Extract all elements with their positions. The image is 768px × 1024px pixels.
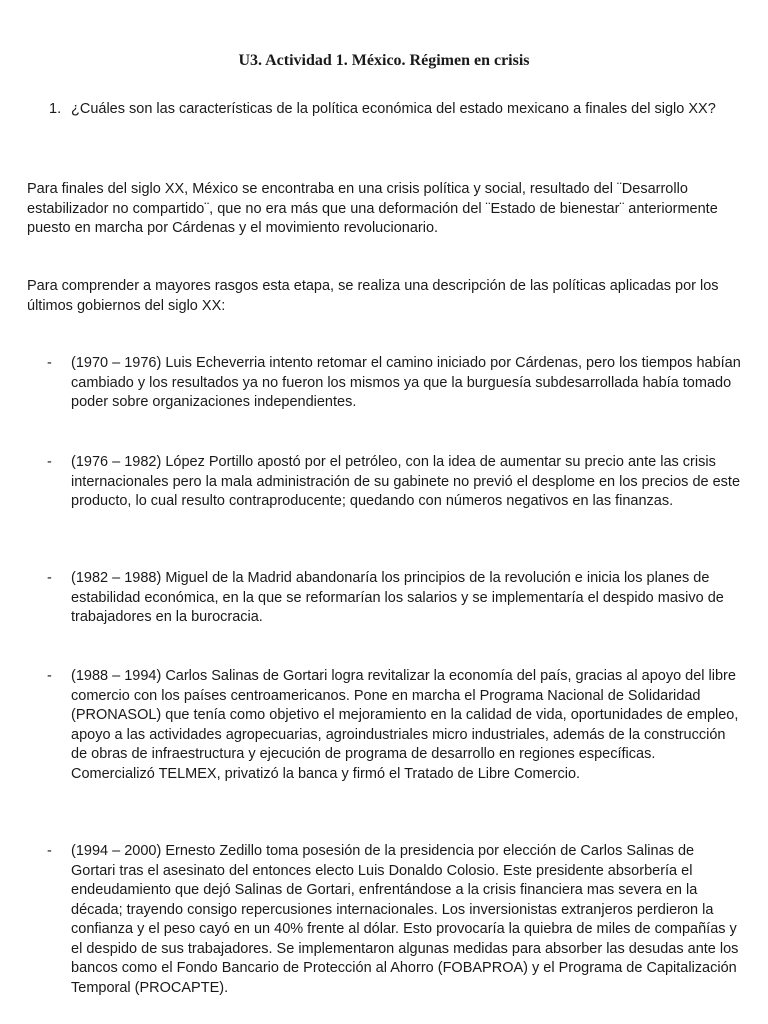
bullet-dash: - bbox=[47, 454, 52, 470]
question-text: ¿Cuáles son las características de la política económica del estado mexicano a finales del siglo XX? bbox=[71, 101, 716, 117]
list-item-salinas bbox=[47, 667, 742, 784]
bullet-dash: - bbox=[47, 843, 52, 859]
list-item-text: (1970 – 1976) Luis Echeverria intento retomar el camino iniciado por Cárdenas, pero los tiempos habían cambiado y los resultados ya no fueron los mismos ya que la burguesía subdesarrollada había tomado poder sobre organizaciones independientes. bbox=[71, 355, 741, 410]
question-number: 1. bbox=[49, 101, 62, 117]
question-item bbox=[49, 100, 739, 120]
list-item-echeverria bbox=[47, 354, 742, 413]
bullet-dash: - bbox=[47, 570, 52, 586]
bullet-dash: - bbox=[47, 668, 52, 684]
list-item-text: (1994 – 2000) Ernesto Zedillo toma posesión de la presidencia por elección de Carlos Salinas de Gortari tras el asesinato del entonces electo Luis Donaldo Colosio. Este presidente absorbería el endeudamiento que dejó Salinas de Gortari, enfrentándose a la crisis financiera mas severa en la década; trayendo consigo repercusiones internacionales. Los inversionistas extranjeros perdieron la confianza y el peso cayó en un 40% frente al dólar. Esto provocaría la quiebra de miles de compañías y el despido de sus trabajadores. Se implementaron algunas medidas para absorber las desudas ante los bancos como el Fondo Bancario de Protección al Ahorro (FOBAPROA) y el Programa de Capitalización Temporal (PROCAPTE). bbox=[71, 843, 739, 996]
list-item-zedillo bbox=[47, 842, 742, 998]
document-title: U3. Actividad 1. México. Régimen en crisis bbox=[238, 52, 530, 69]
intro-paragraph: Para finales del siglo XX, México se encontraba en una crisis política y social, resultado del ¨Desarrollo estabilizador no compartido¨, que no era más que una deformación del ¨Estado de bienestar¨ anteriormente puesto en marcha por Cárdenas y el movimiento revolucionario. bbox=[27, 181, 718, 236]
context-paragraph: Para comprender a mayores rasgos esta etapa, se realiza una descripción de las políticas aplicadas por los últimos gobiernos del siglo XX: bbox=[27, 278, 719, 314]
bullet-dash: - bbox=[47, 355, 52, 371]
list-item-lopez-portillo bbox=[47, 453, 742, 512]
list-item-de-la-madrid bbox=[47, 569, 742, 628]
list-item-text: (1976 – 1982) López Portillo apostó por el petróleo, con la idea de aumentar su precio ante las crisis internacionales pero la mala administración de su gabinete no previó el desplome en los precios de este producto, lo cual resulto contraproducente; quedando con números negativos en las finanzas. bbox=[71, 454, 741, 509]
list-item-text: (1988 – 1994) Carlos Salinas de Gortari logra revitalizar la economía del país, gracias al apoyo del libre comercio con los países centroamericanos. Pone en marcha el Programa Nacional de Solidaridad (PRONASOL) que tenía como objetivo el mejoramiento en la calidad de vida, oportunidades de empleo, apoyo a las actividades agropecuarias, agroindustriales micro industriales, además de la construcción de obras de infraestructura y ejecución de programa de desarrollo en regiones específicas. Comercializó TELMEX, privatizó la banca y firmó el Tratado de Libre Comercio. bbox=[71, 668, 739, 782]
list-item-text: (1982 – 1988) Miguel de la Madrid abandonaría los principios de la revolución e inicia los planes de estabilidad económica, en la que se reformarían los salarios y se implementaría el despido masivo de trabajadores en la burocracia. bbox=[71, 570, 724, 625]
